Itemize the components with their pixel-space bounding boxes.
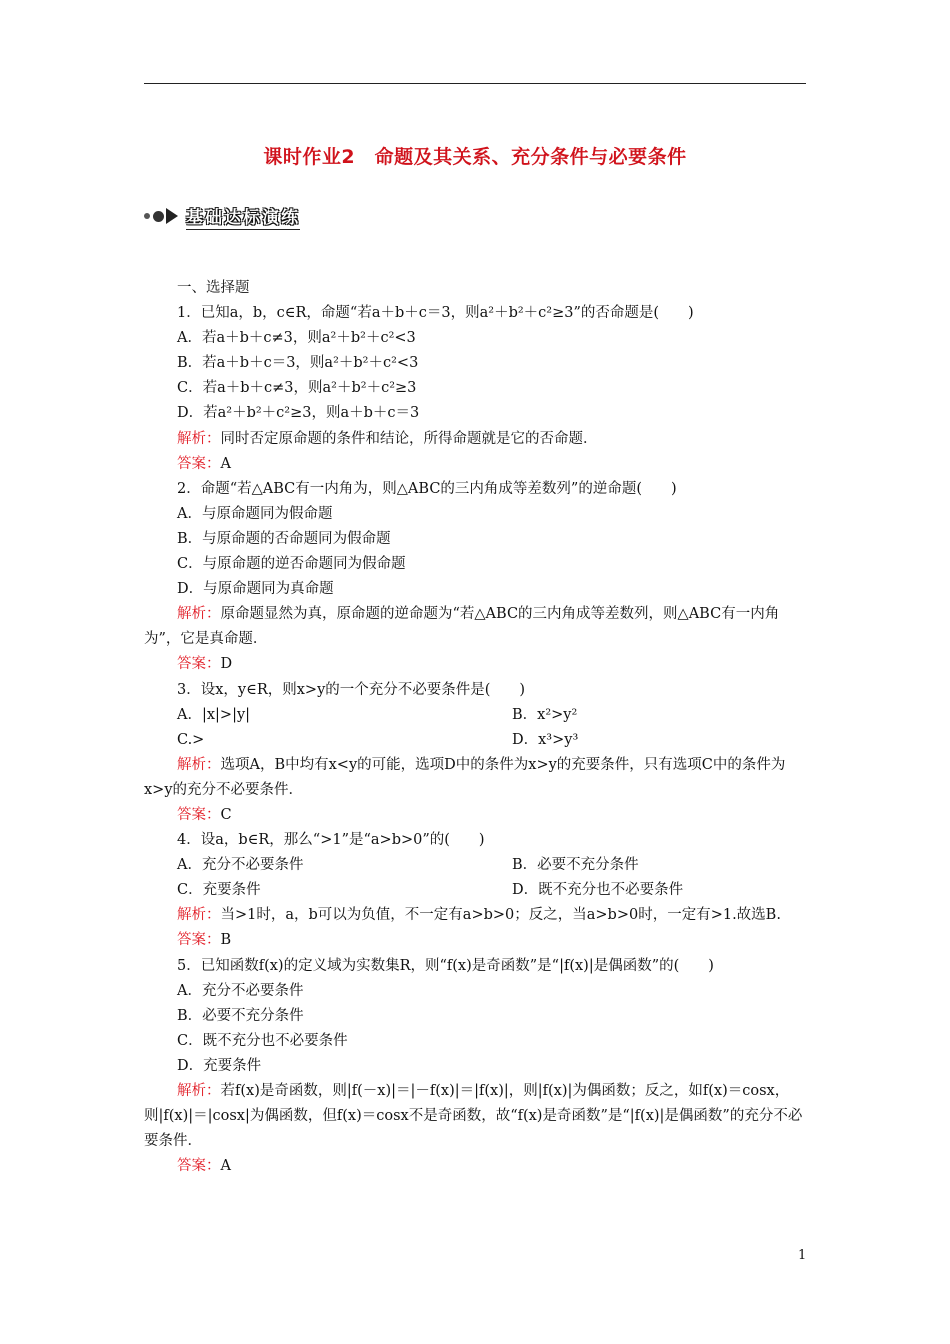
analysis-text: 选项A，B中均有x<y的可能，选项D中的条件为x>y的充要条件，只有选项C中的条件为x>y的充分不必要条件． (144, 756, 786, 798)
answer-label: 答案： (177, 932, 221, 949)
option: A．|x|>|y| (177, 706, 251, 723)
option: B．与原命题的否命题同为假命题 (177, 530, 391, 547)
option: D．充要条件 (177, 1057, 262, 1074)
answer (144, 1154, 806, 1179)
analysis (144, 427, 806, 452)
answer-value: D (220, 656, 233, 673)
section-title: 基础达标演练 (186, 203, 300, 230)
option: A．充分不必要条件 (177, 982, 304, 999)
option: B．x²>y² (512, 706, 578, 723)
answer (144, 803, 806, 828)
option: C．与原命题的逆否命题同为假命题 (177, 556, 406, 573)
answer-label: 答案： (177, 806, 221, 823)
option-row (144, 728, 806, 753)
option: D．既不充分也不必要条件 (512, 882, 684, 899)
option: A．充分不必要条件 (177, 857, 304, 874)
answer-value: A (220, 1158, 231, 1175)
question-stem: 5．已知函数f(x)的定义域为实数集R，则“f(x)是奇函数”是“|f(x)|是偶函数”的( ) (177, 957, 714, 974)
option: C．充要条件 (177, 882, 261, 899)
analysis-label: 解析： (177, 606, 221, 623)
exercise-content (144, 276, 806, 1179)
page-number: 1 (798, 1248, 807, 1263)
analysis-text: 同时否定原命题的条件和结论，所得命题就是它的否命题． (220, 430, 598, 447)
analysis-label: 解析： (177, 1083, 221, 1099)
option: B．若a＋b＋c＝3，则a²＋b²＋c²<3 (177, 355, 419, 372)
analysis-label: 解析： (177, 756, 221, 773)
answer (144, 452, 806, 477)
question-stem: 4．设a，b∈R，那么“>1”是“a>b>0”的( ) (177, 832, 485, 849)
section-heading: 一、选择题 (177, 280, 250, 296)
question-stem: 3．设x，y∈R，则x>y的一个充分不必要条件是( ) (177, 681, 526, 698)
analysis (144, 753, 806, 803)
question-stem: 1．已知a，b，c∈R，命题“若a＋b＋c＝3，则a²＋b²＋c²≥3”的否命题是( ) (177, 305, 694, 322)
option: C.> (177, 731, 205, 748)
answer (144, 928, 806, 953)
answer-label: 答案： (177, 455, 221, 472)
answer-value: A (220, 455, 231, 472)
option: A．若a＋b＋c≠3，则a²＋b²＋c²<3 (177, 330, 416, 347)
option: A．与原命题同为假命题 (177, 505, 333, 522)
analysis-text: 若f(x)是奇函数，则|f(－x)|＝|－f(x)|＝|f(x)|，则|f(x)|为偶函数；反之，如f(x)＝cosx，则|f(x)|＝|cosx|为偶函数，但f(x)＝cosx不是奇函数，故“f(x)是奇函数”是“|f(x)|是偶函数”的充分不必要条件． (144, 1083, 803, 1150)
answer-value: B (220, 932, 232, 949)
option-row (144, 703, 806, 728)
answer-label: 答案： (177, 1158, 221, 1175)
analysis-text: 原命题显然为真，原命题的逆命题为“若△ABC的三内角成等差数列，则△ABC有一内角为”，它是真命题． (144, 606, 780, 648)
answer-label: 答案： (177, 656, 221, 673)
analysis-label: 解析： (177, 907, 221, 924)
option: B．必要不充分条件 (177, 1007, 304, 1024)
bullet-dots-icon (144, 208, 182, 224)
option: B．必要不充分条件 (512, 857, 639, 874)
header-rule (144, 83, 806, 84)
option: C．若a＋b＋c≠3，则a²＋b²＋c²≥3 (177, 380, 417, 397)
answer-value: C (220, 806, 232, 823)
analysis-text: 当>1时，a，b可以为负值，不一定有a>b>0；反之，当a>b>0时，一定有>1.故选B. (220, 907, 781, 924)
analysis (144, 602, 806, 652)
option-row (144, 853, 806, 878)
answer (144, 652, 806, 677)
analysis (144, 903, 806, 928)
question-stem: 2．命题“若△ABC有一内角为，则△ABC的三内角成等差数列”的逆命题( ) (177, 480, 677, 497)
page-title: 课时作业2 命题及其关系、充分条件与必要条件 (263, 146, 687, 168)
option-row (144, 878, 806, 903)
analysis-label: 解析： (177, 430, 221, 447)
section-banner (144, 203, 300, 229)
analysis (144, 1079, 806, 1154)
option: D．x³>y³ (512, 731, 579, 748)
option: D．若a²＋b²＋c²≥3，则a＋b＋c＝3 (177, 405, 420, 422)
option: D．与原命题同为真命题 (177, 581, 334, 598)
option: C．既不充分也不必要条件 (177, 1032, 348, 1049)
